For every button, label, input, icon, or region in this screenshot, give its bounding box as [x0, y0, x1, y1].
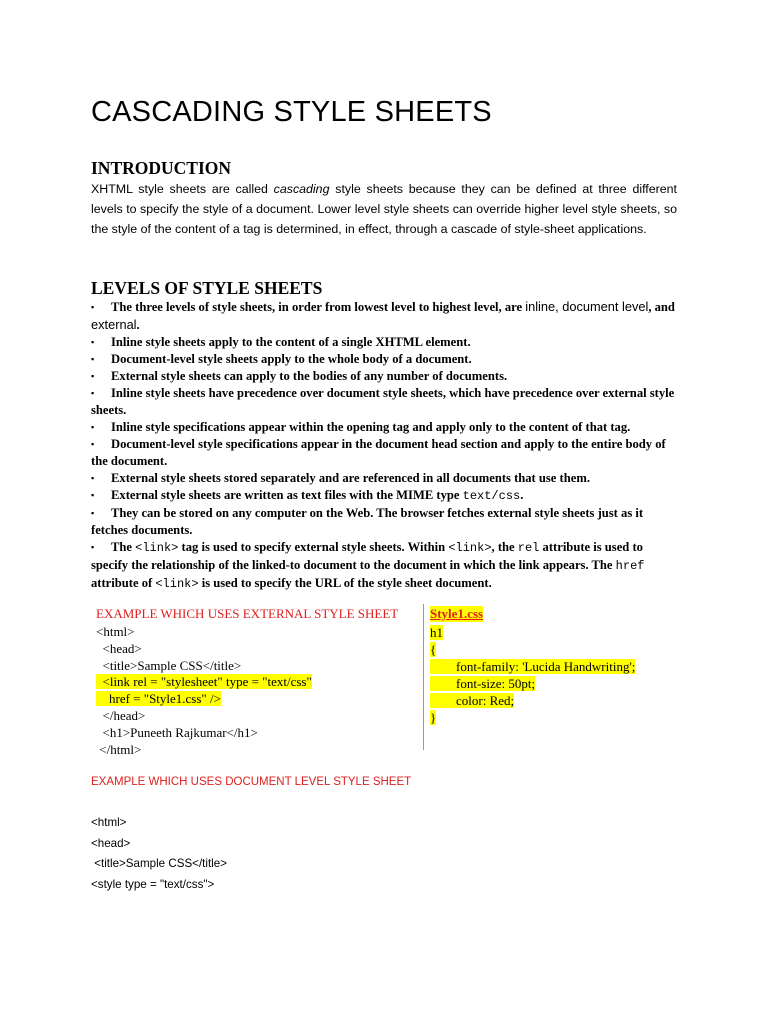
bullet-icon: ▪ — [91, 473, 95, 483]
intro-emphasis: cascading — [273, 182, 330, 196]
page-title: CASCADING STYLE SHEETS — [91, 96, 492, 128]
code-line-highlighted: <link rel = "stylesheet" type = "text/css" — [96, 674, 312, 690]
bullet-icon: ▪ — [91, 388, 95, 398]
introduction-heading: INTRODUCTION — [91, 158, 232, 178]
code-line: <head> — [91, 836, 131, 850]
bullet-icon: ▪ — [91, 439, 95, 449]
bullet-icon: ▪ — [91, 371, 95, 381]
intro-text: style sheets because they can be defined at three different levels to specify the style of a document. Lower level style sheets can override higher level style sheets, so the style of the content of a tag is determined, in effect, through a cascade of style-sheet applications. — [91, 182, 677, 236]
column-divider — [423, 604, 424, 750]
list-item: ▪ Inline style sheets have precedence over document style sheets, which have precedence over external style sheets. — [91, 386, 675, 417]
style-file-name: Style1.css — [430, 606, 484, 621]
code-line: <h1>Puneeth Rajkumar</h1> — [96, 724, 258, 740]
list-item: ▪ External style sheets can apply to the bodies of any number of documents. — [91, 369, 508, 383]
levels-heading: LEVELS OF STYLE SHEETS — [91, 278, 323, 298]
code-line-highlighted: color: Red; — [430, 693, 515, 708]
bullet-icon: ▪ — [91, 422, 95, 432]
code-line: </head> — [96, 707, 146, 723]
list-item: ▪ External style sheets are written as text files with the MIME type text/css. — [91, 488, 524, 503]
code-line: <title>Sample CSS</title> — [96, 657, 242, 673]
document-example-code — [91, 813, 227, 895]
code-line: <html> — [91, 816, 127, 829]
code-line-highlighted: } — [430, 710, 437, 725]
style-file-code — [430, 624, 635, 726]
list-item: ▪ External style sheets stored separately and are referenced in all documents that use them. — [91, 471, 590, 485]
external-example-heading: EXAMPLE WHICH USES EXTERNAL STYLE SHEET — [96, 606, 399, 621]
bullet-icon: ▪ — [91, 490, 95, 500]
code-line: <head> — [96, 640, 142, 656]
list-item: ▪ Document-level style sheets apply to the whole body of a document. — [91, 352, 472, 366]
list-item: ▪ Inline style sheets apply to the content of a single XHTML element. — [91, 335, 471, 349]
list-item: ▪ The <link> tag is used to specify external style sheets. Within <link>, the rel attribute is used to specify the relationship of the linked-to document to the document in which the link appears. The href attribute of <link> is used to specify the URL of the style sheet document. — [91, 540, 645, 591]
code-line: </html> — [96, 741, 142, 757]
code-line-highlighted: font-size: 50pt; — [430, 676, 536, 691]
code-line-highlighted: h1 — [430, 625, 443, 640]
code-line-highlighted: { — [430, 642, 437, 657]
bullet-icon: ▪ — [91, 337, 95, 347]
list-item: ▪ Inline style specifications appear within the opening tag and apply only to the content of that tag. — [91, 420, 631, 434]
external-example-code — [96, 624, 312, 758]
levels-list — [91, 298, 681, 593]
code-line-highlighted: href = "Style1.css" /> — [96, 691, 221, 707]
bullet-icon: ▪ — [91, 354, 95, 364]
bullet-icon: ▪ — [91, 302, 95, 312]
document-example-heading: EXAMPLE WHICH USES DOCUMENT LEVEL STYLE SHEET — [91, 776, 412, 788]
list-item: ▪ The three levels of style sheets, in order from lowest level to highest level, are inline, document level, and external. — [91, 299, 675, 332]
code-line-highlighted: font-family: 'Lucida Handwriting'; — [430, 659, 636, 674]
code-line: <title>Sample CSS</title> — [91, 857, 227, 870]
list-item: ▪ They can be stored on any computer on the Web. The browser fetches external style sheets just as it fetches documents. — [91, 506, 644, 537]
intro-text: XHTML style sheets are called — [91, 182, 274, 196]
code-line: <html> — [96, 624, 135, 639]
introduction-paragraph — [91, 179, 677, 239]
list-item: ▪ Document-level style specifications appear in the document head section and apply to the entire body of the document. — [91, 437, 666, 468]
code-line: <style type = "text/css"> — [91, 877, 215, 891]
bullet-icon: ▪ — [91, 508, 95, 518]
bullet-icon: ▪ — [91, 542, 95, 552]
